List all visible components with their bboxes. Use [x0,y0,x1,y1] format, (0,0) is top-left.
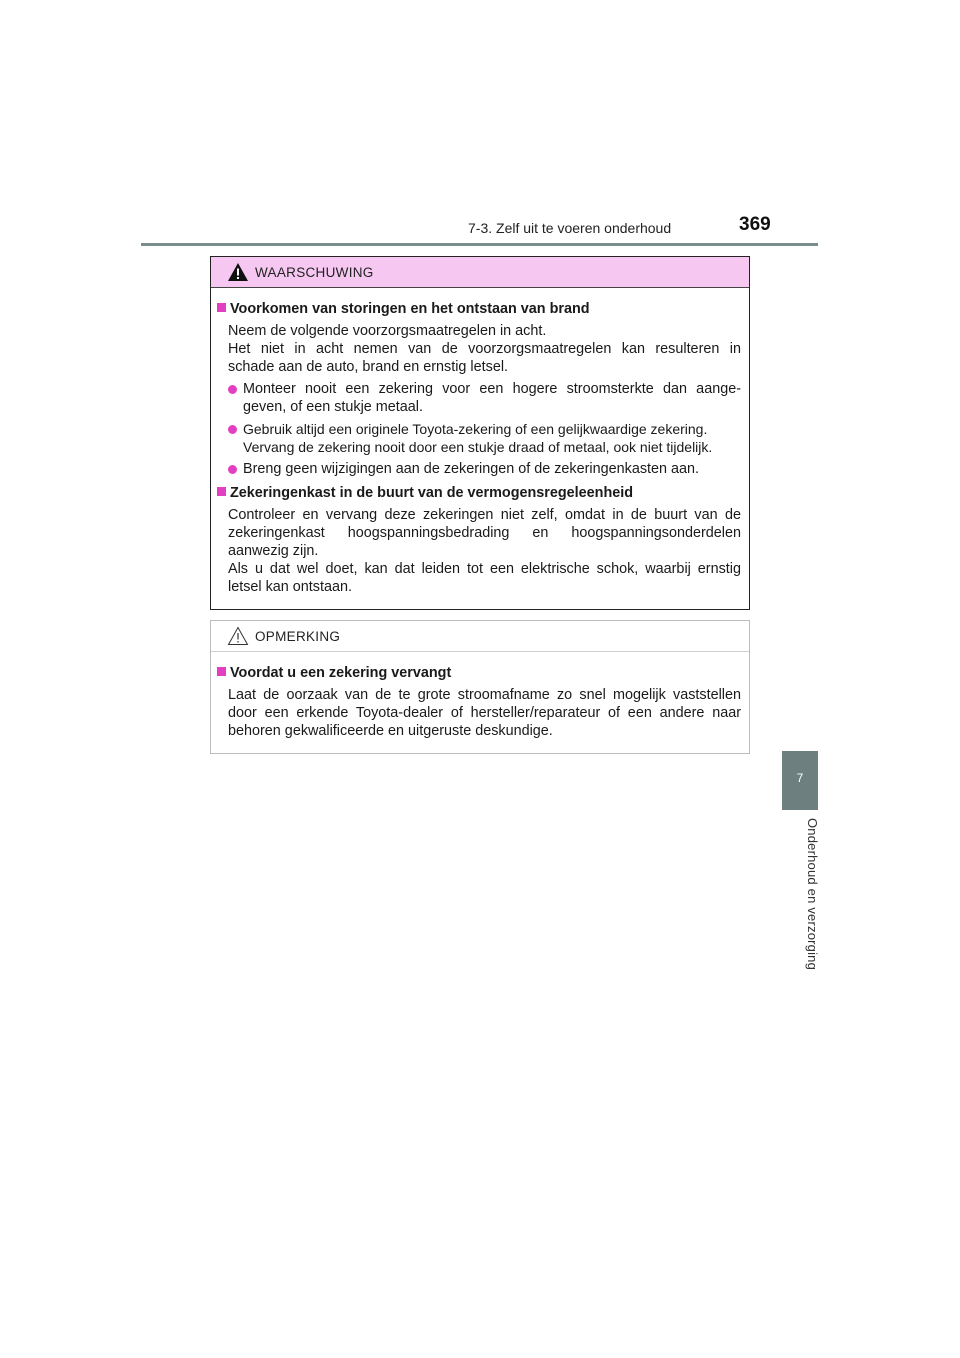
bullet-line: Monteer nooit een zekering voor een hogere stroomsterkte dan aange- [243,381,741,397]
paragraph-line: aanwezig zijn. [228,543,319,559]
paragraph-line: zekeringenkast hoogspanningsbedrading en hoogspanningsonderdelen [228,525,741,541]
note-header [211,621,749,652]
paragraph-line: behoren gekwalificeerde en uitgeruste deskundige. [228,723,553,739]
bullet-line: Breng geen wijzigingen aan de zekeringen of de zekeringenkasten aan. [243,461,700,477]
paragraph-line: Neem de volgende voorzorgsmaatregelen in acht. [228,323,547,339]
bullet-dot-icon [228,465,237,474]
warning-heading-2 [217,484,730,502]
warning-header [211,257,749,288]
heading-text: Voordat u een zekering vervangt [230,665,452,681]
paragraph-line: Laat de oorzaak van de te grote stroomafname zo snel mogelijk vaststellen [228,687,741,703]
warning-triangle-icon [227,262,249,282]
section-marker-icon [217,667,226,676]
paragraph-line: door een erkende Toyota-dealer of hersteller/reparateur of een andere naar [228,705,741,721]
bullet-line: Vervang de zekering nooit door een stukje draad of metaal, ook niet tijdelijk. [243,439,713,455]
paragraph-line: Als u dat wel doet, kan dat leiden tot een elektrische schok, waarbij ernstig [228,561,741,577]
note-box [210,620,750,754]
bullet-line: geven, of een stukje metaal. [243,399,423,415]
warning-title: WAARSCHUWING [255,265,374,280]
caution-triangle-outline-icon [227,626,249,646]
page-number: 369 [739,214,771,235]
heading-text: Zekeringenkast in de buurt van de vermogensregeleenheid [230,485,634,501]
warning-box [210,256,750,610]
chapter-number: 7 [796,771,804,785]
warning-heading-1 [217,300,730,318]
bullet-dot-icon [228,425,237,434]
heading-text: Voorkomen van storingen en het ontstaan van brand [230,301,590,317]
section-marker-icon [217,487,226,496]
note-heading-1 [217,664,730,682]
bullet-line: Gebruik altijd een originele Toyota-zekering of een gelijkwaardige zekering. [243,421,708,437]
note-title: OPMERKING [255,629,341,644]
running-header-section: 7-3. Zelf uit te voeren onderhoud [468,220,672,236]
section-marker-icon [217,303,226,312]
header-divider [141,243,818,246]
paragraph-line: Het niet in acht nemen van de voorzorgsmaatregelen kan resulteren in [228,341,741,357]
paragraph-line: letsel kan ontstaan. [228,579,352,595]
chapter-title: Onderhoud en verzorging [805,818,820,971]
paragraph-line: schade aan de auto, brand en ernstig letsel. [228,359,509,375]
chapter-tab[interactable] [782,751,818,810]
bullet-dot-icon [228,385,237,394]
paragraph-line: Controleer en vervang deze zekeringen niet zelf, omdat in de buurt van de [228,507,741,523]
